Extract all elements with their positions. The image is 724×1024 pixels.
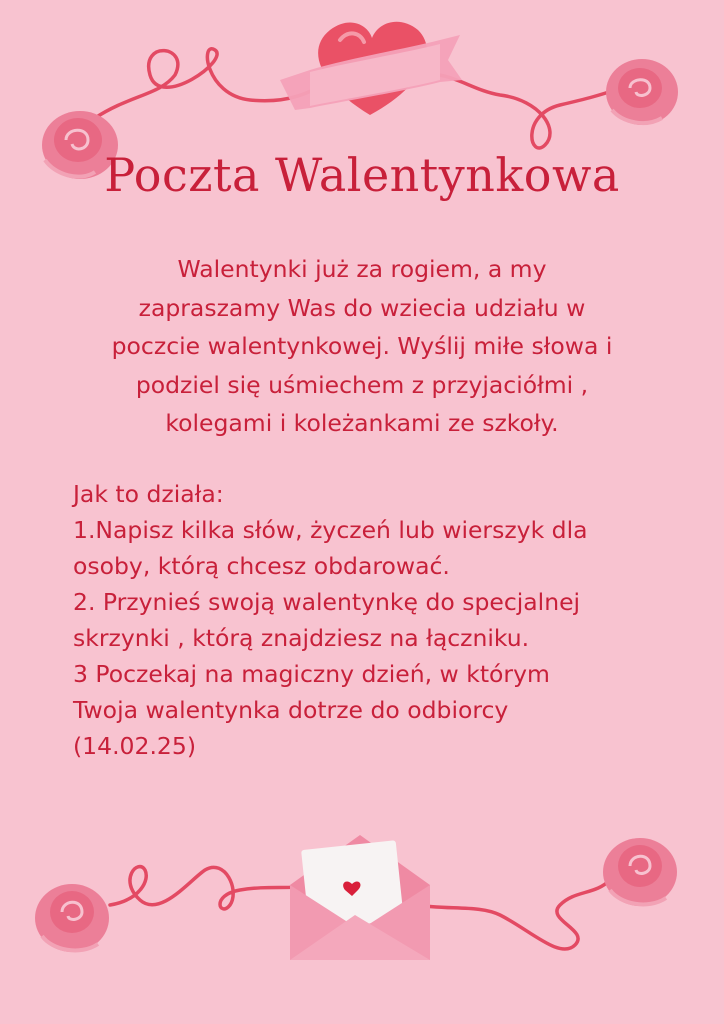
intro-paragraph — [60, 250, 664, 443]
bottom-ribbon-swirl — [110, 867, 310, 909]
howto-line: 3 Poczekaj na magiczny dzień, w którym — [73, 660, 550, 688]
rose-icon — [35, 884, 109, 952]
howto-line: osoby, którą chcesz obdarować. — [73, 552, 450, 580]
intro-line: kolegami i koleżankami ze szkoły. — [165, 409, 559, 437]
rose-icon — [603, 838, 677, 906]
rose-icon — [606, 59, 678, 125]
howto-line: skrzynki , którą znajdziesz na łączniku. — [73, 624, 530, 652]
intro-line: poczcie walentynkowej. Wyślij miłe słowa i — [111, 332, 613, 360]
bottom-ribbon-swirl-right — [415, 880, 610, 949]
howto-line: Twoja walentynka dotrze do odbiorcy — [73, 696, 509, 724]
top-ribbon-swirl-right — [420, 74, 615, 148]
intro-line: Walentynki już za rogiem, a my — [177, 255, 547, 283]
howto-line: (14.02.25) — [73, 732, 196, 760]
how-it-works-section — [73, 476, 693, 764]
intro-line: podziel się uśmiechem z przyjaciółmi , — [135, 370, 589, 399]
poster-title: Poczta Walentynkowa — [104, 148, 620, 202]
howto-line: 1.Napisz kilka słów, życzeń lub wierszyk dla — [73, 516, 588, 544]
envelope-icon — [290, 835, 430, 960]
how-it-works-heading: Jak to działa: — [73, 480, 224, 508]
intro-line: zapraszamy Was do wziecia udziału w — [138, 293, 586, 322]
howto-line: 2. Przynieś swoją walentynkę do specjalnej — [73, 588, 581, 616]
